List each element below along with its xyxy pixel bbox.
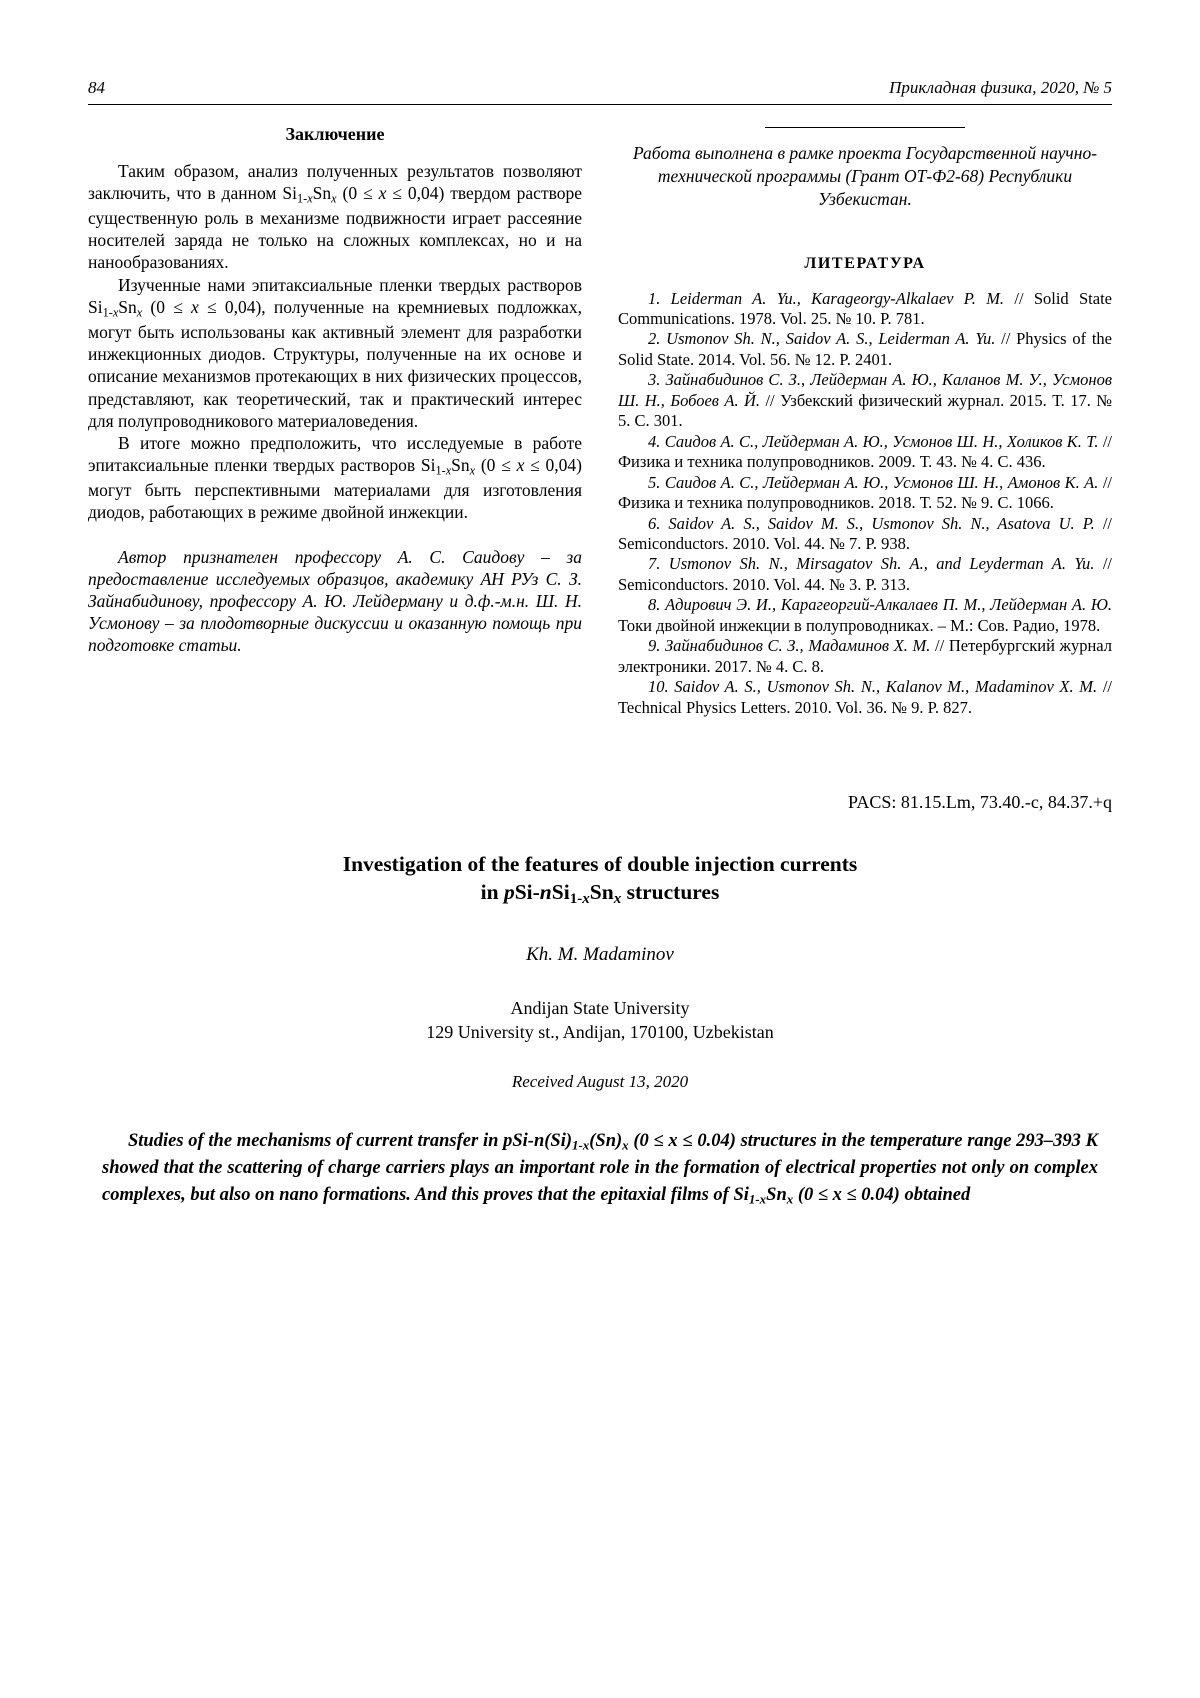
page-number: 84 — [88, 78, 105, 97]
right-column — [618, 123, 1112, 718]
reference-item: 10. Saidov A. S., Usmonov Sh. N., Kalanov M., Madaminov X. M. // Technical Physics Letters. 2010. Vol. 36. № 9. P. 827. — [618, 677, 1112, 717]
article-title-line2: in pSi-$nSi_{1-x}Sn_x$ structures — [480, 880, 720, 908]
reference-item: 2. Usmonov Sh. N., Saidov A. S., Leiderman A. Yu. // Physics of the Solid State. 2014. Vol. 56. № 12. P. 2401. — [618, 329, 1112, 369]
journal-reference: Прикладная физика, 2020, № 5 — [889, 78, 1112, 97]
divider-rule — [765, 127, 965, 128]
abstract: Studies of the mechanisms of current transfer in pSi-$n(Si)_{1-x}(Sn)_x$ (0 ≤ x ≤ 0.04) structures in the temperature range 293–393 K showed that the scattering of charge carriers plays an important role in the formation of electrical properties not only on complex complexes, but also on nano formations. And this proves that the epitaxial films of $Si_{1-x}Sn_x$ (0 ≤ x ≤ 0.04) obtained — [102, 1131, 1098, 1207]
reference-item: 8. Адирович Э. И., Карагеоргий-Алкалаев П. М., Лейдерман А. Ю. Токи двойной инжекции в полупроводниках. – М.: Сов. Радио, 1978. — [618, 595, 1112, 635]
pacs-codes: PACS: 81.15.Lm, 73.40.-c, 84.37.+q — [847, 792, 1112, 813]
reference-item: 9. Зайнабидинов С. З., Мадаминов Х. М. // Петербургский журнал электроники. 2017. № 4. С. 8. — [618, 636, 1112, 676]
paragraph: Таким образом, анализ полученных результатов позволяют заключить, что в данном $Si_{1-x}Sn_x$ (0 ≤ x ≤ 0,04) твердом растворе существенную роль в механизме подвижности играет рассеяние носителей заряда не только на сложных комплексах, но и на нанообразованиях. — [88, 160, 583, 273]
author-name: Kh. M. Madaminov — [526, 943, 674, 965]
reference-item: 5. Саидов А. С., Лейдерман А. Ю., Усмонов Ш. Н., Амонов К. А. // Физика и техника полупроводников. 2018. Т. 52. № 9. С. 1066. — [618, 472, 1113, 513]
two-column-body — [88, 123, 1112, 718]
references-list — [618, 289, 1112, 719]
acknowledgement: Автор признателен профессору А. С. Саидову – за предоставление исследуемых образцов, академику АН РУз С. З. Зайнабидинову, профессору А. Ю. Лейдерману и д.ф.-м.н. Ш. Н. Усмонову – за плодотворные дискуссии и оказанную помощь при подготовке статьи. — [88, 546, 582, 656]
reference-item: 3. Зайнабидинов С. З., Лейдерман А. Ю., Каланов М. У., Усмонов Ш. Н., Бобоев А. Й. // Узбекский физический журнал. 2015. Т. 17. № 5. С. 301. — [618, 370, 1113, 431]
running-head — [88, 78, 1112, 105]
references-heading: ЛИТЕРАТУРА — [804, 255, 926, 273]
reference-item: 1. Leiderman A. Yu., Karageorgy-Alkalaev P. M. // Solid State Communications. 1978. Vol. 25. № 10. P. 781. — [618, 288, 1112, 329]
affiliation-institution: Andijan State University — [510, 997, 690, 1018]
received-date — [88, 1072, 1112, 1092]
article-title — [88, 851, 1112, 910]
grant-note: Работа выполнена в рамке проекта Государственной научно-технической программы (Грант ОТ-Ф2-68) Республики Узбекистан. — [632, 143, 1098, 209]
paragraph: Изученные нами эпитаксиальные пленки твердых растворов $Si_{1-x}Sn_x$ (0 ≤ x ≤ 0,04), полученные на кремниевых подложках, могут быть использованы как активный элемент для разработки инжекционных диодов. Структуры, полученные на их основе и описание механизмов протекающих в них физических процессов, представляют, как теоретический, так и практический интерес для полупроводникового материаловедения. — [88, 274, 582, 431]
received-date-text: Received August 13, 2020 — [511, 1072, 689, 1092]
reference-item: 7. Usmonov Sh. N., Mirsagatov Sh. A., and Leyderman A. Yu. // Semiconductors. 2010. Vol. 44. № 3. P. 313. — [618, 554, 1112, 594]
section-title-conclusion: Заключение — [285, 124, 385, 144]
reference-item: 4. Саидов А. С., Лейдерман А. Ю., Усмонов Ш. Н., Холиков К. Т. // Физика и техника полупроводников. 2009. Т. 43. № 4. С. 436. — [618, 431, 1112, 472]
paragraph: В итоге можно предположить, что исследуемые в работе эпитаксиальные пленки твердых растворов $Si_{1-x}Sn_x$ (0 ≤ x ≤ 0,04) могут быть перспективными материалами для изготовления диодов, работающих в режиме двойной инжекции. — [88, 432, 582, 523]
reference-item: 6. Saidov A. S., Saidov M. S., Usmonov Sh. N., Asatova U. P. // Semiconductors. 2010. Vol. 44. № 7. P. 938. — [618, 513, 1113, 553]
left-column — [88, 123, 582, 718]
affiliation — [88, 996, 1112, 1045]
affiliation-address: 129 University st., Andijan, 170100, Uzbekistan — [426, 1022, 774, 1043]
article-title-line1: Investigation of the features of double injection currents — [342, 852, 858, 877]
